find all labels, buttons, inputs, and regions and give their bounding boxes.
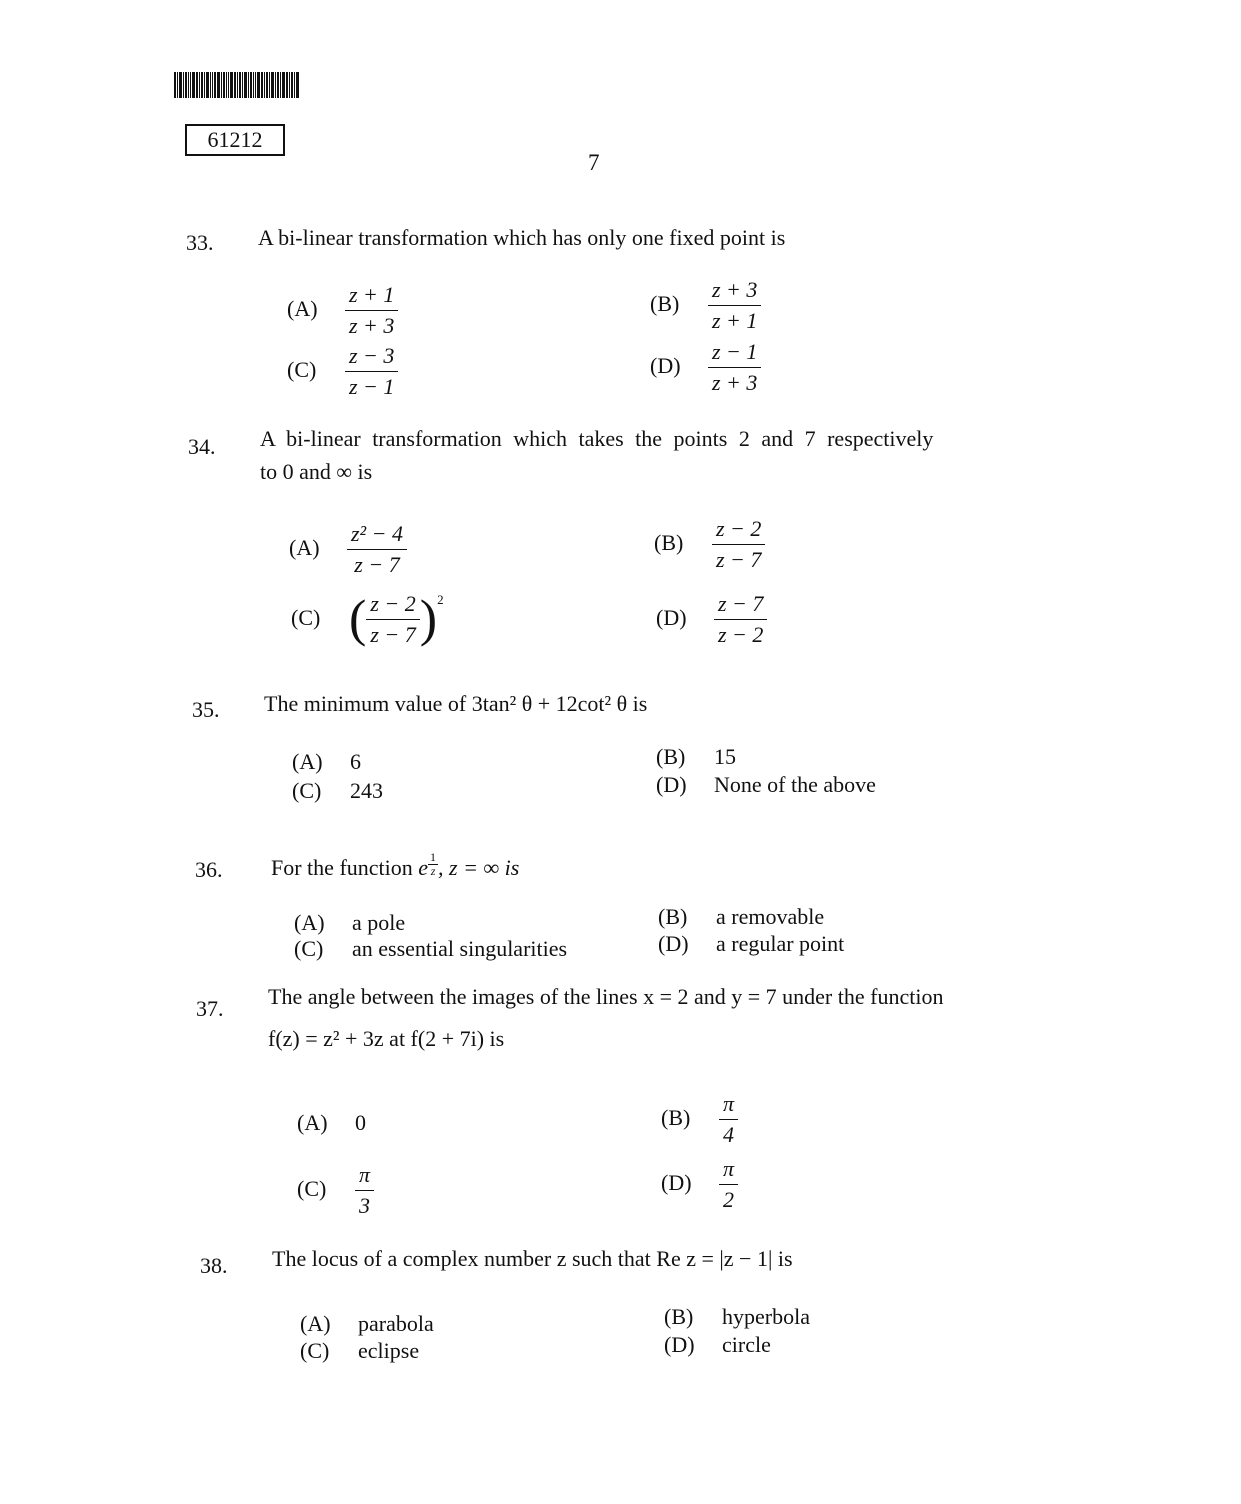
- option-b: (B) $\frac{z + 3}{z + 1}$: [650, 278, 761, 333]
- option-c: (C) $\frac{\pi}{3}$: [297, 1163, 374, 1218]
- option-c: (C) eclipse: [300, 1338, 420, 1363]
- question-number: 33.: [186, 230, 214, 255]
- option-a: (A) $\frac{\text{z² − 4}}{z - 7}$: [289, 522, 407, 577]
- option-b: (B) $\frac{z - 2}{z - 7}$: [654, 517, 765, 572]
- question-text-line-2: f(z) = z² + 3z at f(2 + 7i) is: [268, 1026, 505, 1051]
- question-text: For the function e $\frac{1}{z}$ , z = ∞ is: [271, 850, 520, 880]
- option-a: (A) 0: [297, 1110, 366, 1135]
- question-number: 34.: [188, 434, 216, 459]
- question-text: The locus of a complex number z such that Re z = |z − 1| is: [272, 1246, 793, 1271]
- question-text: The minimum value of 3tan² θ + 12cot² θ is: [264, 691, 648, 716]
- option-b: (B) $\frac{\pi}{4}$: [661, 1092, 738, 1147]
- option-d: (D) $\frac{\pi}{2}$: [661, 1157, 738, 1212]
- option-d: (D) None of the above: [656, 772, 876, 797]
- option-b: (B) 15: [656, 744, 736, 769]
- option-a: (A) parabola: [300, 1311, 434, 1336]
- option-b: (B) hyperbola: [664, 1304, 810, 1329]
- option-c: (C) 243: [292, 778, 383, 803]
- option-d: (D) a regular point: [658, 931, 845, 956]
- question-number: 35.: [192, 697, 220, 722]
- question-text-line-1: The angle between the images of the lines x = 2 and y = 7 under the function: [268, 984, 944, 1009]
- option-d: (D) $\frac{z - 1}{z + 3}$: [650, 340, 761, 395]
- question-number: 37.: [196, 996, 224, 1021]
- paper-code: 61212: [185, 124, 285, 156]
- option-a: (A) 6: [292, 749, 361, 774]
- question-text: A bi-linear transformation which has only one fixed point is: [258, 225, 786, 250]
- barcode-icon: [174, 72, 330, 98]
- page-number: 7: [588, 150, 600, 175]
- option-a: (A) $\frac{z + 1}{z + 3}$: [287, 283, 398, 338]
- question-number: 38.: [200, 1253, 228, 1278]
- option-c: (C) an essential singularities: [294, 936, 568, 961]
- question-text-line-2: to 0 and ∞ is: [260, 459, 373, 484]
- option-d: (D) circle: [664, 1332, 771, 1357]
- option-d: (D) $\frac{z - 7}{z - 2}$: [656, 592, 767, 647]
- option-b: (B) a removable: [658, 904, 825, 929]
- option-c: (C) $\frac{z - 3}{z - 1}$: [287, 344, 398, 399]
- option-c: (C) ( $\frac{z - 2}{z - 7}$ )$^2$: [291, 590, 444, 648]
- option-a: (A) a pole: [294, 910, 406, 935]
- question-number: 36.: [195, 857, 223, 882]
- question-text-line-1: A bi-linear transformation which takes the points 2 and 7 respectively: [260, 426, 934, 451]
